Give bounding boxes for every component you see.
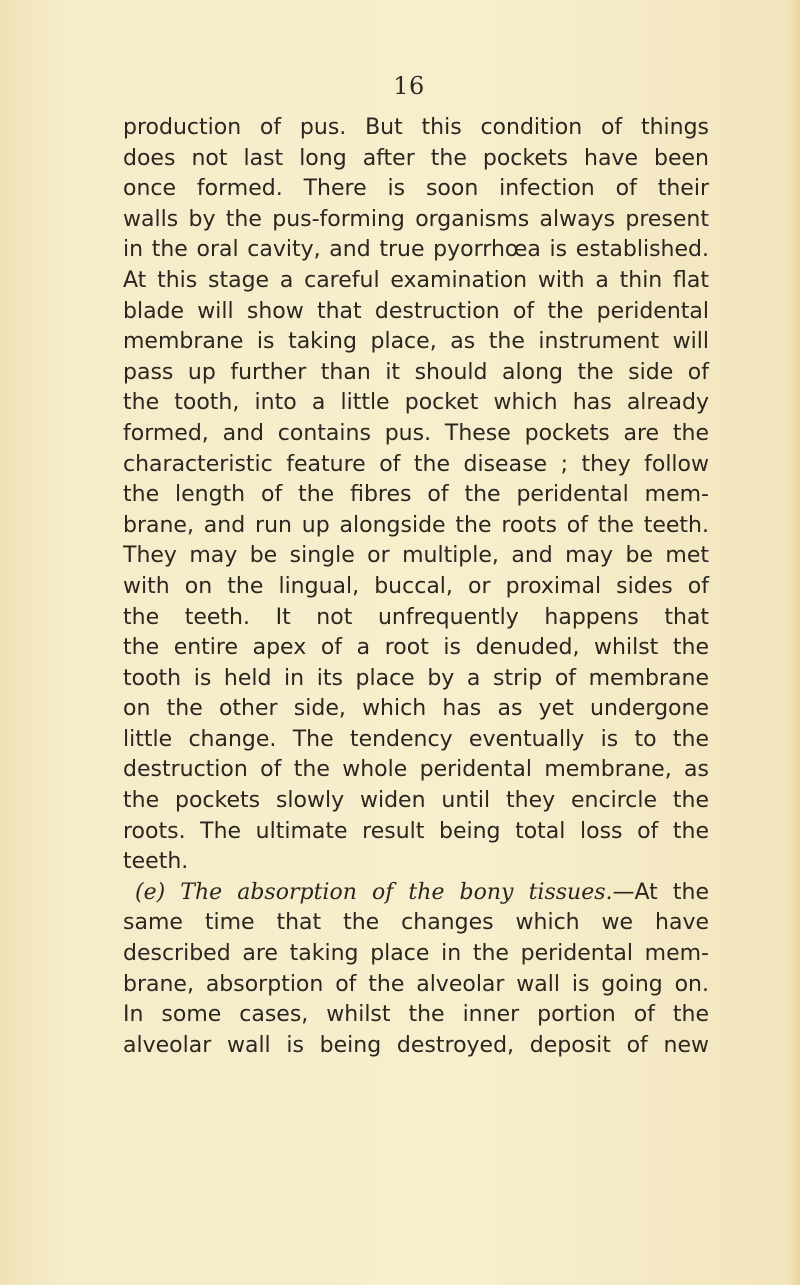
text-line: production of pus. But this condition of things [123, 115, 709, 140]
section-heading: The absorption of the bony tissues. [180, 879, 613, 905]
text-line: same time that the changes which we have [123, 910, 709, 936]
text-line: does not last long after the pockets have been [123, 145, 709, 171]
text-line: the length of the fibres of the peridental mem- [123, 482, 709, 508]
text-line: in the oral cavity, and true pyorrhœa is established. [123, 237, 709, 263]
text-line: walls by the pus-forming organisms always present [123, 206, 709, 232]
text-line: formed, and contains pus. These pockets are the [123, 420, 709, 446]
page-number: 16 [393, 72, 425, 100]
text-line: characteristic feature of the disease ; they follow [123, 451, 709, 477]
text-line: the teeth. It not unfrequently happens that [123, 604, 709, 630]
text-line: with on the lingual, buccal, or proximal sides of [123, 573, 709, 599]
text-line: teeth. [123, 849, 189, 875]
text-line: the tooth, into a little pocket which has already [123, 390, 709, 416]
text-line: brane, absorption of the alveolar wall is going on. [123, 971, 709, 997]
text-line: little change. The tendency eventually is to the [123, 726, 709, 752]
text-line: once formed. There is soon infection of their [123, 176, 709, 202]
text-line: the entire apex of a root is denuded, whilst the [123, 635, 709, 661]
page-edge-shadow [786, 0, 800, 1285]
section-heading-line [123, 878, 709, 909]
text-line: tooth is held in its place by a strip of membrane [123, 665, 709, 691]
text-line: They may be single or multiple, and may be met [123, 543, 709, 569]
text-line: At this stage a careful examination with a thin flat [123, 267, 709, 293]
section-heading-rest: —At the [612, 879, 709, 905]
text-line: blade will show that destruction of the peridental [123, 298, 709, 324]
text-line: alveolar wall is being destroyed, deposit of new [123, 1032, 709, 1058]
text-line: membrane is taking place, as the instrument will [123, 329, 709, 355]
text-line: described are taking place in the peridental mem- [123, 941, 709, 967]
text-line: In some cases, whilst the inner portion of the [123, 1002, 709, 1028]
text-line: brane, and run up alongside the roots of the teeth. [123, 512, 709, 538]
text-line: roots. The ultimate result being total loss of the [123, 818, 709, 844]
body-text [123, 113, 709, 1061]
text-line: pass up further than it should along the side of [123, 359, 709, 385]
text-line: the pockets slowly widen until they encircle the [123, 788, 709, 814]
text-line: destruction of the whole peridental membrane, as [123, 757, 709, 783]
text-line: on the other side, which has as yet undergone [123, 696, 709, 722]
section-marker: (e) [135, 879, 166, 905]
